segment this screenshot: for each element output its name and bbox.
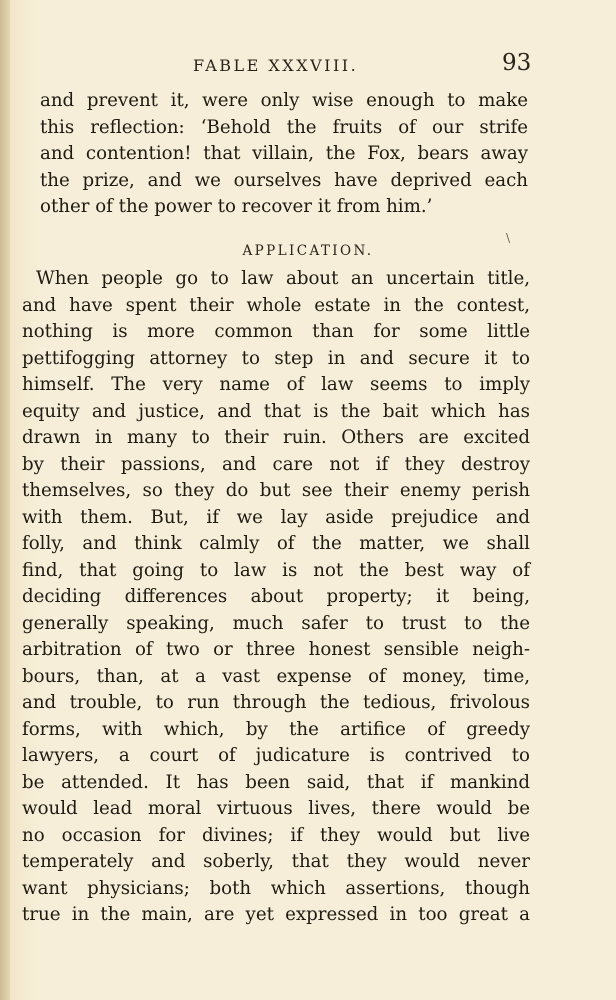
section-heading: APPLICATION. bbox=[242, 243, 374, 259]
text-line: nothing is more common than for some little bbox=[22, 321, 530, 342]
running-head: FABLE XXXVIII. bbox=[193, 56, 359, 75]
text-line: this reflection: ‘Behold the fruits of our strife bbox=[40, 116, 528, 138]
text-line: find, that going to law is not the best way of bbox=[22, 559, 530, 581]
fable-text bbox=[40, 88, 528, 221]
text-line: want physicians; both which assertions, though bbox=[22, 877, 530, 899]
text-line: When people go to law about an uncertain title, bbox=[36, 268, 530, 289]
text-line: folly, and think calmly of the matter, we shall bbox=[22, 533, 530, 554]
text-line: equity and justice, and that is the bait which has bbox=[22, 400, 530, 422]
text-line: drawn in many to their ruin. Others are excited bbox=[22, 427, 530, 448]
page-number: 93 bbox=[502, 50, 532, 76]
text-line: arbitration of two or three honest sensible neigh- bbox=[22, 639, 530, 660]
text-line: no occasion for divines; if they would but live bbox=[22, 824, 530, 846]
text-line: generally speaking, much safer to trust to the bbox=[22, 612, 530, 634]
text-line: temperately and soberly, that they would never bbox=[22, 851, 530, 872]
text-line: bours, than, at a vast expense of money, time, bbox=[22, 665, 530, 687]
text-line: be attended. It has been said, that if mankind bbox=[22, 771, 530, 793]
text-line: the prize, and we ourselves have deprived each bbox=[40, 169, 528, 191]
text-line: himself. The very name of law seems to imply bbox=[22, 374, 530, 395]
text-line: by their passions, and care not if they destroy bbox=[22, 453, 530, 475]
text-line: other of the power to recover it from him.’ bbox=[40, 196, 433, 217]
text-line: pettifogging attorney to step in and secure it to bbox=[22, 347, 530, 369]
text-line: and trouble, to run through the tedious, frivolous bbox=[22, 692, 530, 713]
text-line: and have spent their whole estate in the contest, bbox=[22, 294, 530, 316]
application-text bbox=[22, 266, 530, 929]
text-line: deciding differences about property; it being, bbox=[22, 586, 530, 607]
text-line: and contention! that villain, the Fox, bears away bbox=[40, 143, 528, 164]
text-line: true in the main, are yet expressed in too great a bbox=[22, 904, 530, 925]
stray-mark: \ bbox=[506, 231, 511, 245]
text-line: with them. But, if we lay aside prejudice and bbox=[22, 506, 530, 528]
text-line: themselves, so they do but see their enemy perish bbox=[22, 480, 530, 501]
text-line: and prevent it, were only wise enough to make bbox=[40, 90, 528, 111]
text-line: forms, with which, by the artifice of greedy bbox=[22, 718, 530, 740]
page-gutter bbox=[0, 0, 10, 1000]
text-line: would lead moral virtuous lives, there would be bbox=[22, 798, 530, 819]
text-line: lawyers, a court of judicature is contrived to bbox=[22, 745, 530, 766]
page-header bbox=[0, 50, 616, 80]
